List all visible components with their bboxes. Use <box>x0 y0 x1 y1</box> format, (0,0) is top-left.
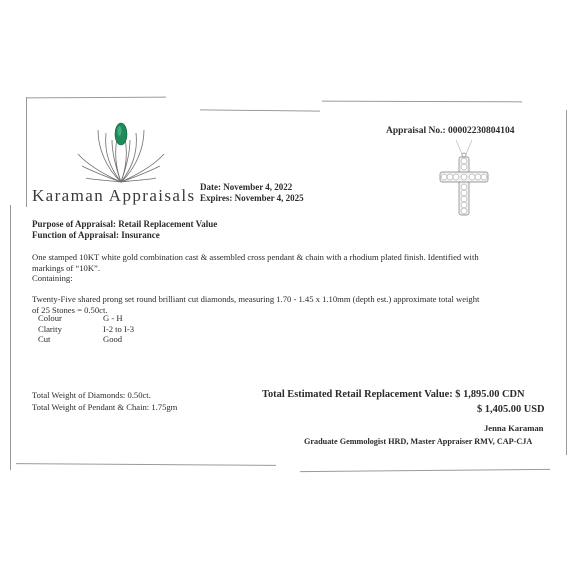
appraisal-date: Date: November 4, 2022 <box>200 182 293 192</box>
paper-edge-left-upper <box>26 97 27 207</box>
total-value-cdn: Total Estimated Retail Replacement Value: $ 1,895.00 CDN <box>262 389 525 400</box>
grade-label: Clarity <box>38 323 62 334</box>
paper-edge-left-lower <box>10 205 11 470</box>
dates-block <box>200 182 304 204</box>
paper-edge-right <box>566 110 567 455</box>
grade-label: Colour <box>38 313 62 323</box>
brand-name: Karaman Appraisals <box>32 186 196 205</box>
cross-pendant-image <box>428 140 500 220</box>
diamond-weight: Total Weight of Diamonds: 0.50ct. <box>32 390 151 400</box>
purpose-block <box>32 219 217 241</box>
appraisal-number: Appraisal No.: 00002230804104 <box>386 126 515 136</box>
containing-label: Containing: <box>32 273 73 283</box>
paper-edge-top-left <box>26 97 166 99</box>
grade-value: G - H <box>103 313 123 323</box>
stones-description <box>32 294 552 315</box>
expiry-date: Expires: November 4, 2025 <box>200 193 304 203</box>
paper-edge-bottom-right <box>300 469 550 472</box>
paper-edge-top-mid <box>200 109 320 111</box>
grade-row <box>38 324 134 335</box>
stones-line: Twenty-Five shared prong set round brilliant cut diamonds, measuring 1.70 - 1.45 x 1.10mm (depth est.) approximate total weight <box>32 294 480 304</box>
pendant-weight: Total Weight of Pendant & Chain: 1.75gm <box>32 401 178 412</box>
description-line: One stamped 10KT white gold combination cast & assembled cross pendant & chain with a rhodium plated finish. Identified with <box>32 252 479 262</box>
grades-table <box>38 313 134 345</box>
grade-row <box>38 313 134 324</box>
grade-value: Good <box>103 334 123 344</box>
grade-row <box>38 334 134 345</box>
appraiser-credentials: Graduate Gemmologist HRD, Master Appraiser RMV, CAP-CJA <box>304 437 533 446</box>
grade-label: Cut <box>38 334 51 344</box>
paper-edge-top-right <box>322 101 522 103</box>
karaman-logo-icon <box>76 118 166 188</box>
stones-line: of 25 Stones = 0.50ct. <box>32 304 108 315</box>
grade-value: I-2 to I-3 <box>103 323 135 334</box>
appraiser-name: Jenna Karaman <box>484 423 544 433</box>
purpose-line: Purpose of Appraisal: Retail Replacement Value <box>32 219 218 229</box>
paper-edge-bottom-left <box>16 463 276 466</box>
total-value-usd: $ 1,405.00 USD <box>477 404 545 415</box>
weights-block <box>32 390 177 413</box>
item-description <box>32 252 552 284</box>
function-line: Function of Appraisal: Insurance <box>32 230 160 240</box>
description-line: markings of “10K”. <box>32 262 101 273</box>
